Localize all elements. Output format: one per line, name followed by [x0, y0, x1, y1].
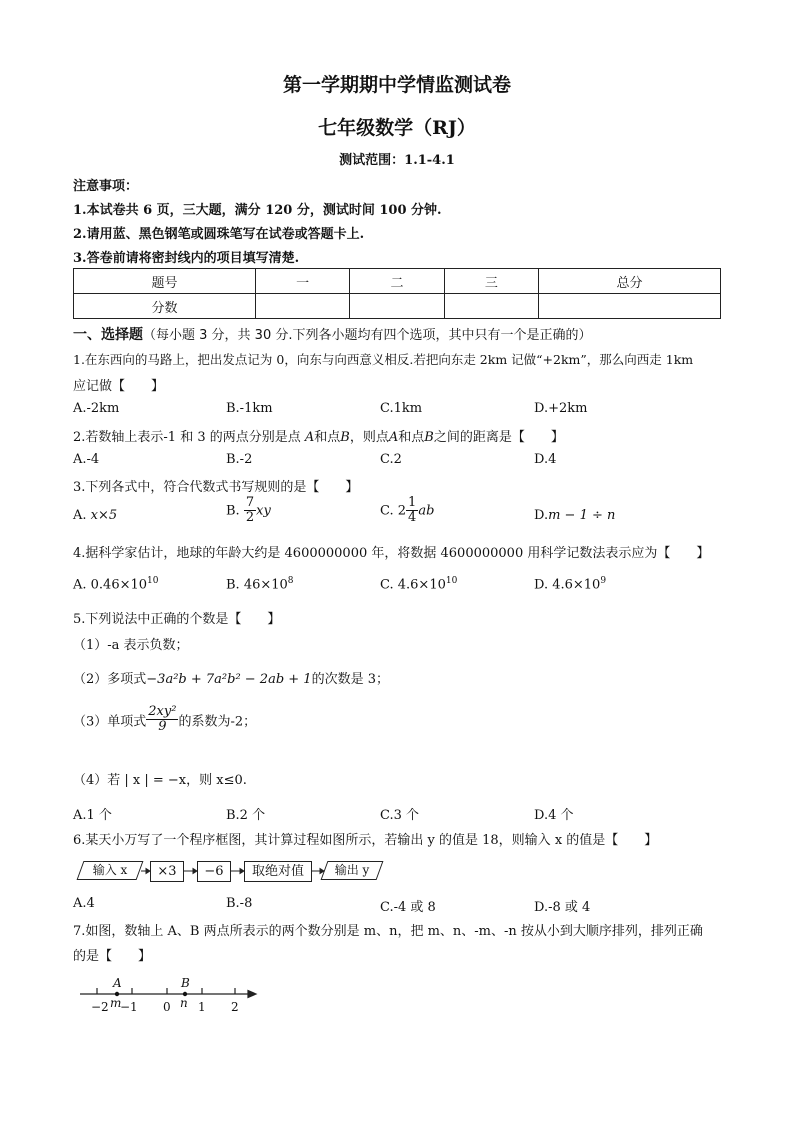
fraction-numerator: 2xy²: [148, 704, 177, 719]
q6-option-b[interactable]: B.-8: [226, 896, 253, 911]
q2-var: B: [424, 430, 434, 445]
q5-statement-text: 的系数为-2；: [178, 714, 257, 730]
q7-stem: 7.如图，数轴上 A、B 两点所表示的两个数分别是 m、n，把 m、n、-m、-n 按从小到大顺序排列，排列正确: [73, 924, 703, 939]
point-b-var: n: [180, 996, 188, 1010]
axis-arrow: [248, 991, 256, 998]
fraction-denominator: 4: [408, 510, 417, 526]
score-table-header: 二: [350, 269, 444, 294]
exam-title: 第一学期期中学情监测试卷: [282, 74, 511, 96]
notes-heading: 注意事项：: [73, 179, 139, 194]
q5-option-d[interactable]: D.4 个: [534, 808, 574, 823]
fraction-denominator: 9: [158, 719, 167, 735]
point-b-label: B: [181, 976, 190, 990]
q6-option-a[interactable]: A.4: [73, 896, 95, 911]
q5-statement-text: 的次数是 3；: [311, 672, 389, 687]
q3-option-label: D.: [534, 508, 549, 523]
note-item: 1.本试卷共 6 页，三大题，满分 120 分，测试时间 100 分钟.: [73, 203, 442, 218]
q1-option-d[interactable]: D.+2km: [534, 401, 588, 416]
note-item: 2.请用蓝、黑色钢笔或圆珠笔写在试卷或答题卡上.: [73, 227, 365, 242]
q2-stem-part: ，则点: [349, 430, 389, 445]
q3-option-c-whole: 2: [397, 503, 407, 519]
q4-stem: 4.据科学家估计，地球的年龄大约是 4600000000 年，将数据 4600000000 用科学记数法表示应为【 】: [73, 546, 710, 561]
axis-tick-label: −1: [120, 1000, 138, 1014]
q5-statement-text: （2）多项式: [73, 672, 147, 687]
exponent: 9: [600, 576, 607, 586]
q5-stem: 5.下列说法中正确的个数是【 】: [73, 612, 281, 627]
section-heading-label: 一、选择题: [73, 327, 143, 343]
q2-stem-part: 和点: [314, 430, 341, 445]
q5-option-b[interactable]: B.2 个: [226, 808, 266, 823]
q5-statement-text: （3）单项式: [73, 714, 147, 730]
q4-option-c-text: C. 4.6×10: [380, 577, 446, 593]
q2-option-b[interactable]: B.-2: [226, 452, 253, 467]
q3-option-a-expr: x×5: [90, 508, 118, 523]
q1-option-c[interactable]: C.1km: [380, 401, 423, 416]
axis-tick-label: 2: [231, 1000, 239, 1014]
q7-stem-cont: 的是【 】: [73, 949, 152, 964]
q1-stem: 1.在东西向的马路上，把出发点记为 0，向东与向西意义相反.若把向东走 2km 记做“+2km”，那么向西走 1km: [73, 352, 694, 367]
point-a-label: A: [113, 976, 122, 990]
q2-stem-part: 2.若数轴上表示-1 和 3 的两点分别是点: [73, 430, 301, 445]
q3-option-c-var: ab: [418, 503, 435, 519]
q1-option-a[interactable]: A.-2km: [73, 401, 120, 416]
exponent: 10: [445, 576, 458, 586]
score-table-header: 一: [255, 269, 349, 294]
section-heading-desc: （每小题 3 分，共 30 分.下列各小题均有四个选项，其中只有一个是正确的）: [143, 328, 592, 343]
q3-option-d-expr: m − 1 ÷ n: [548, 508, 616, 523]
flow-input-label: 输入 x: [92, 863, 128, 877]
score-row-label: 分数: [74, 294, 256, 319]
exponent: 10: [147, 576, 159, 586]
q3-option-label: A.: [73, 508, 87, 523]
flow-multiply: ×3: [150, 861, 184, 882]
test-range: 测试范围：1.1-4.1: [339, 153, 455, 168]
q2-stem-part: 和点: [398, 430, 425, 445]
score-table-header: 总分: [539, 269, 721, 294]
exam-subtitle: 七年级数学（RJ）: [318, 117, 476, 139]
q6-option-c[interactable]: C.-4 或 8: [380, 900, 436, 915]
q4-option-d-text: D. 4.6×10: [534, 577, 601, 593]
axis-tick-label: 1: [198, 1000, 206, 1014]
q1-stem-cont: 应记做【 】: [73, 379, 165, 394]
fraction-denominator: 2: [245, 510, 255, 526]
axis-tick-label: −2: [91, 1000, 109, 1014]
q5-option-a[interactable]: A.1 个: [73, 808, 112, 823]
q3-option-label: C.: [380, 503, 394, 519]
fraction-numerator: 7: [245, 495, 255, 510]
q5-polynomial: −3a²b + 7a²b² − 2ab + 1: [146, 672, 312, 687]
note-item: 3.答卷前请将密封线内的项目填写清楚.: [73, 251, 300, 266]
q2-var: B: [340, 430, 350, 445]
q2-var: A: [388, 430, 399, 445]
exponent: 8: [287, 576, 294, 586]
q5-statement: （1）-a 表示负数；: [73, 638, 189, 653]
q2-stem-part: 之间的距离是【 】: [433, 430, 564, 445]
q5-option-c[interactable]: C.3 个: [380, 808, 420, 823]
q2-var: A: [304, 430, 315, 445]
score-table-header: 题号: [74, 269, 256, 294]
q1-option-b[interactable]: B.-1km: [226, 401, 273, 416]
q6-option-d[interactable]: D.-8 或 4: [534, 900, 591, 915]
point-a-var: m: [110, 996, 122, 1010]
q2-option-a[interactable]: A.-4: [73, 452, 100, 467]
q5-statement: （4）若 | x | = −x，则 x≤0.: [73, 773, 247, 788]
flow-output-label: 输出 y: [334, 863, 370, 877]
q3-stem: 3.下列各式中，符合代数式书写规则的是【 】: [73, 480, 359, 495]
q3-option-label: B.: [226, 503, 240, 519]
q4-option-b-text: B. 46×10: [226, 577, 288, 593]
axis-tick-label: 0: [163, 1000, 171, 1014]
flow-subtract: −6: [197, 861, 231, 882]
fraction-numerator: 1: [408, 495, 417, 510]
q2-option-c[interactable]: C.2: [380, 452, 402, 467]
flow-absolute: 取绝对值: [244, 861, 312, 882]
score-table-header: 三: [444, 269, 538, 294]
q4-option-a-text: A. 0.46×10: [73, 577, 148, 593]
q2-option-d[interactable]: D.4: [534, 452, 557, 467]
q3-option-b-var: xy: [256, 503, 271, 519]
q6-stem: 6.某天小万写了一个程序框图，其计算过程如图所示，若输出 y 的值是 18，则输入 x 的值是【 】: [73, 833, 658, 848]
